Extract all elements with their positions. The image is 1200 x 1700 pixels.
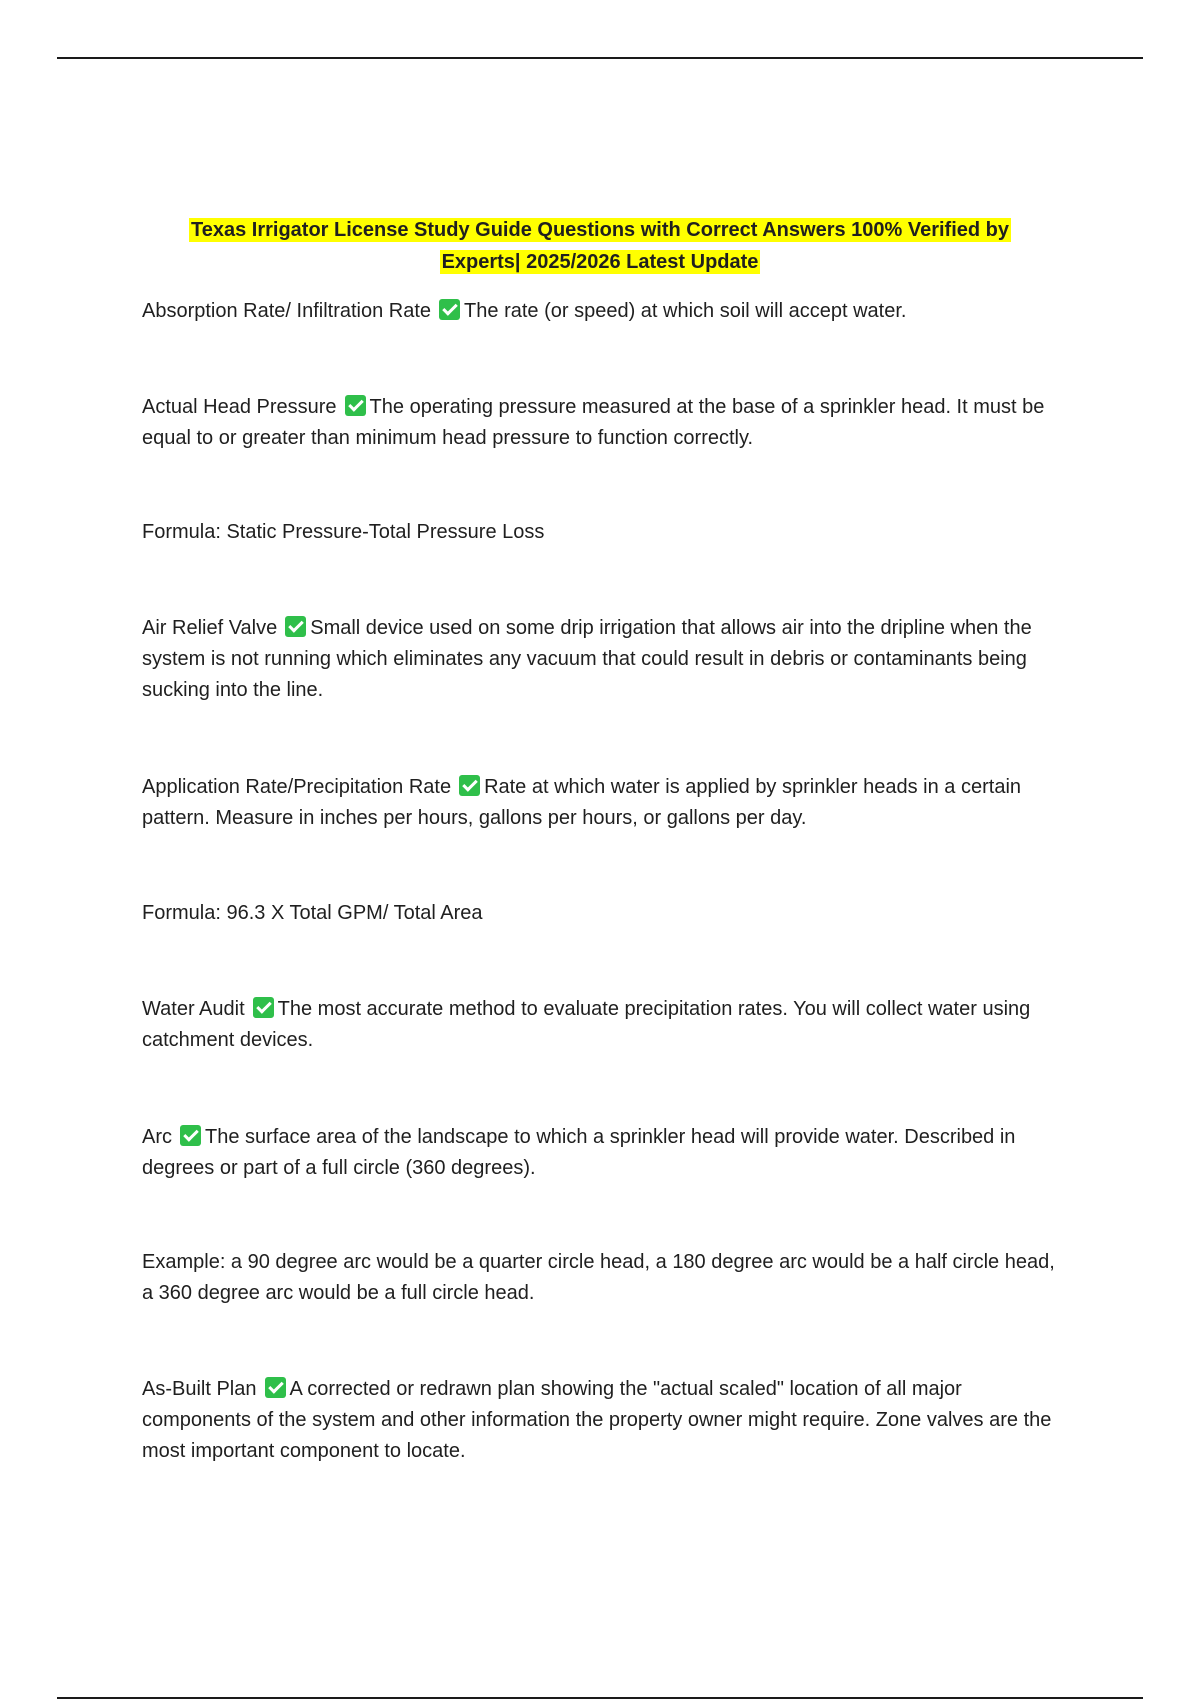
- entry-definition: The most accurate method to evaluate precipitation rates. You will collect water using catchment devices.: [142, 998, 1031, 1051]
- entry-term: Actual Head Pressure: [142, 396, 337, 418]
- title-line-2: Experts| 2025/2026 Latest Update: [441, 251, 759, 273]
- check-mark-icon: [439, 299, 460, 320]
- entry-term: Water Audit: [142, 998, 245, 1020]
- check-mark-icon: [265, 1377, 286, 1398]
- entry-term: Absorption Rate/ Infiltration Rate: [142, 300, 432, 322]
- entry-definition: The operating pressure measured at the base of a sprinkler head. It must be equal to or greater than minimum head pressure to function correctly.: [142, 396, 1045, 449]
- entry-text: Formula: 96.3 X Total GPM/ Total Area: [142, 902, 483, 924]
- entry-term: As-Built Plan: [142, 1378, 257, 1400]
- entry-definition: Small device used on some drip irrigation that allows air into the dripline when the system is not running which eliminates any vacuum that could result in debris or contaminants being sucking into the line.: [142, 617, 1032, 701]
- check-mark-icon: [253, 997, 274, 1018]
- document-title: [140, 214, 1060, 278]
- example-arc: [142, 1247, 1067, 1309]
- entry-text: Formula: Static Pressure-Total Pressure Loss: [142, 521, 545, 543]
- check-mark-icon: [180, 1125, 201, 1146]
- entry-term: Arc: [142, 1126, 172, 1148]
- top-rule: [57, 57, 1143, 59]
- entry-definition: The surface area of the landscape to which a sprinkler head will provide water. Described in degrees or part of a full circle (360 degrees).: [142, 1126, 1016, 1179]
- check-mark-icon: [459, 775, 480, 796]
- formula-head-pressure: [142, 517, 1067, 548]
- entry-as-built-plan: [142, 1374, 1067, 1467]
- entry-air-relief-valve: [142, 613, 1067, 706]
- entry-definition: A corrected or redrawn plan showing the "actual scaled" location of all major components of the system and other information the property owner might require. Zone valves are the most important component to locate.: [142, 1378, 1052, 1462]
- entry-application-rate: [142, 772, 1067, 834]
- check-mark-icon: [345, 395, 366, 416]
- entry-actual-head-pressure: [142, 392, 1067, 454]
- entry-term: Application Rate/Precipitation Rate: [142, 776, 452, 798]
- check-mark-icon: [285, 616, 306, 637]
- entry-water-audit: [142, 994, 1067, 1056]
- entry-definition: The rate (or speed) at which soil will accept water.: [464, 300, 907, 322]
- entry-arc: [142, 1122, 1067, 1184]
- formula-application-rate: [142, 898, 1067, 929]
- entry-absorption-rate: [142, 296, 1067, 327]
- entry-text: Example: a 90 degree arc would be a quarter circle head, a 180 degree arc would be a half circle head, a 360 degree arc would be a full circle head.: [142, 1251, 1055, 1304]
- title-line-1: Texas Irrigator License Study Guide Questions with Correct Answers 100% Verified by: [190, 219, 1010, 241]
- entry-term: Air Relief Valve: [142, 617, 278, 639]
- bottom-rule: [57, 1697, 1143, 1699]
- entry-definition: Rate at which water is applied by sprinkler heads in a certain pattern. Measure in inches per hours, gallons per hours, or gallons per day.: [142, 776, 1022, 829]
